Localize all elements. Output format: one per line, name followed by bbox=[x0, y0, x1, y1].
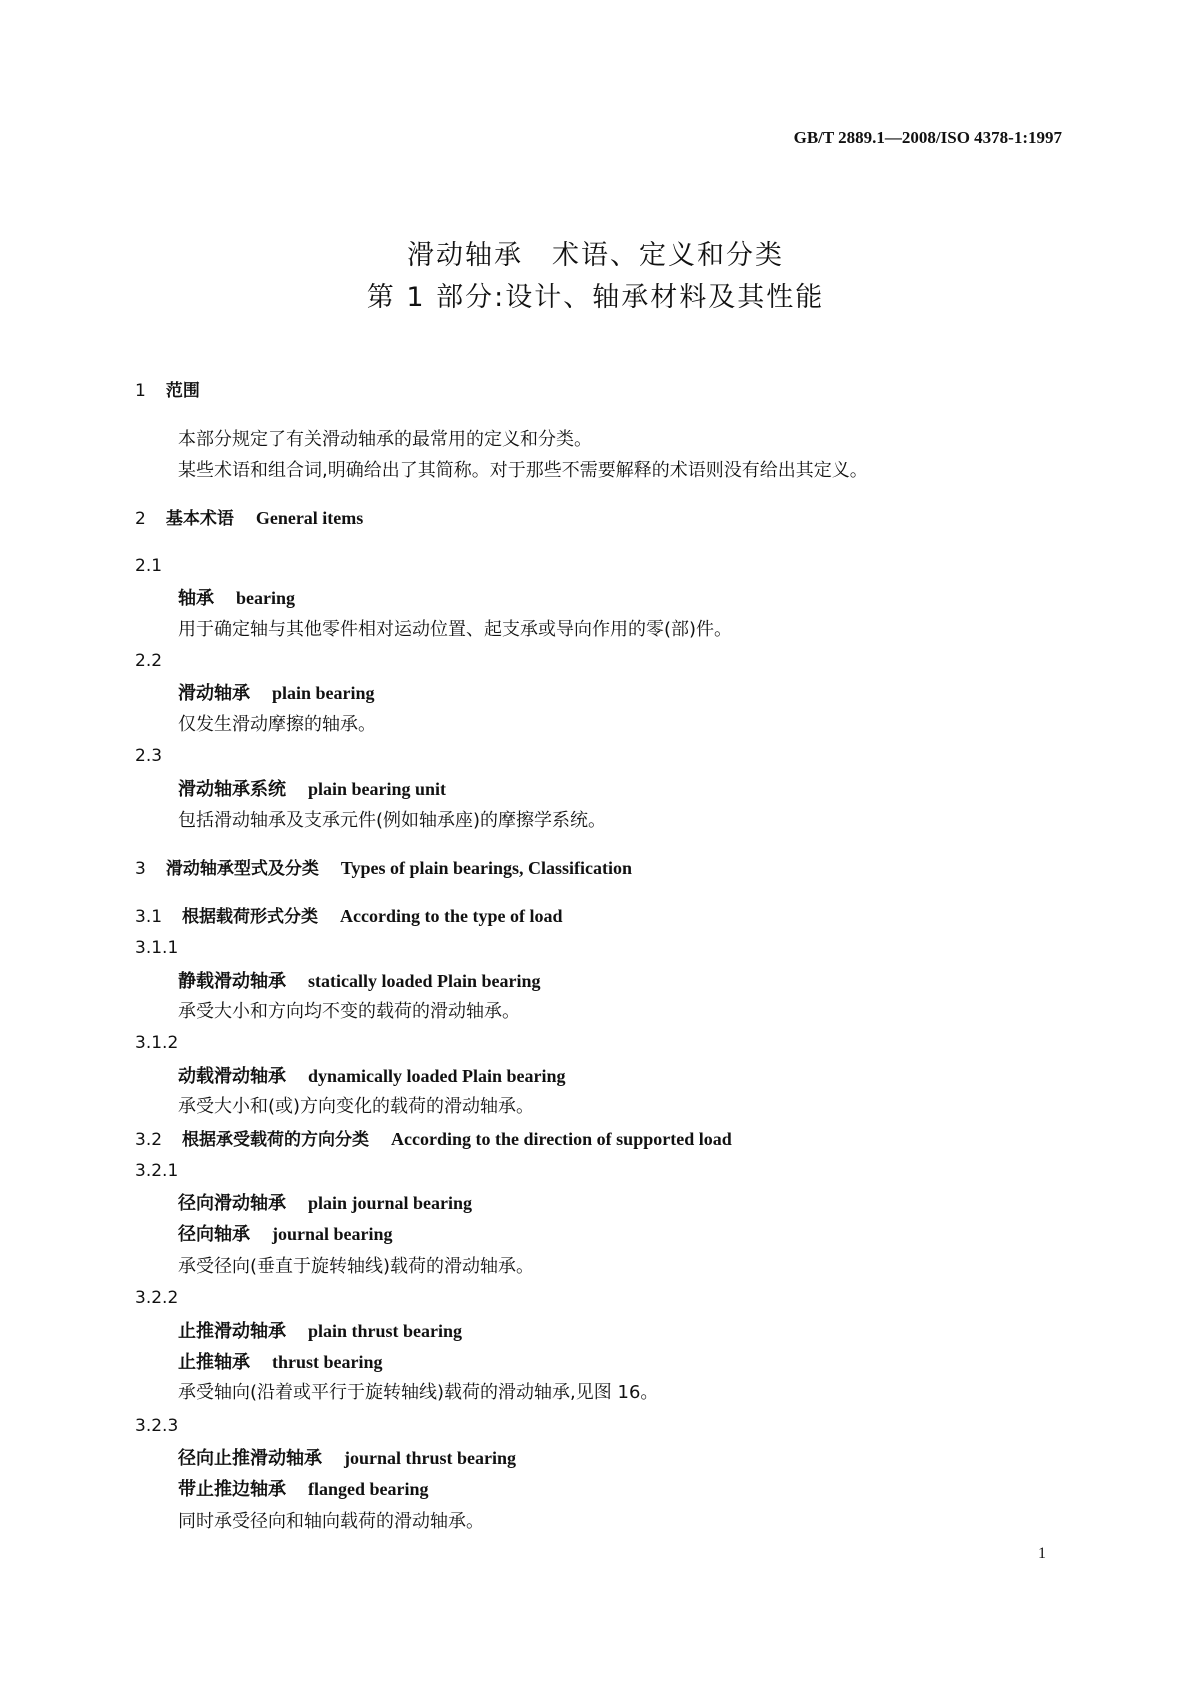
section-title-en: According to the type of load bbox=[340, 906, 563, 926]
section-title-en: General items bbox=[255, 508, 364, 528]
section-title-zh: 范围 bbox=[165, 381, 200, 401]
term-number-text: 2.2 bbox=[135, 651, 163, 671]
page-number: 1 bbox=[1038, 1545, 1046, 1562]
section-title-zh: 根据载荷形式分类 bbox=[182, 907, 319, 927]
term-zh: 径向止推滑动轴承 bbox=[178, 1448, 322, 1469]
term-number-text: 2.3 bbox=[135, 746, 163, 766]
term-en: plain bearing unit bbox=[308, 779, 447, 799]
paragraph-text: 承受径向(垂直于旋转轴线)载荷的滑动轴承。 bbox=[178, 1256, 535, 1277]
term bbox=[178, 1320, 462, 1343]
term-number bbox=[135, 937, 178, 959]
paragraph bbox=[178, 1001, 520, 1023]
term bbox=[178, 1065, 566, 1088]
term-en: plain bearing bbox=[272, 683, 375, 703]
term-number-text: 2.1 bbox=[135, 556, 163, 576]
term-zh: 静载滑动轴承 bbox=[178, 971, 286, 992]
paragraph bbox=[178, 1511, 484, 1533]
term-zh: 带止推边轴承 bbox=[178, 1479, 286, 1500]
section-title-en: Types of plain bearings, Classification bbox=[340, 858, 633, 878]
term-en: journal thrust bearing bbox=[344, 1448, 517, 1468]
term-en: plain thrust bearing bbox=[308, 1321, 463, 1341]
term-en: plain journal bearing bbox=[308, 1193, 473, 1213]
term bbox=[178, 970, 541, 993]
paragraph-text: 承受大小和方向均不变的载荷的滑动轴承。 bbox=[178, 1001, 520, 1022]
paragraph-text: 包括滑动轴承及支承元件(例如轴承座)的摩擦学系统。 bbox=[178, 810, 607, 831]
paragraph bbox=[178, 1256, 534, 1278]
title-line-2: 第 1 部分:设计、轴承材料及其性能 bbox=[366, 282, 825, 313]
term bbox=[178, 682, 375, 705]
section-title-zh: 滑动轴承型式及分类 bbox=[165, 859, 319, 879]
term bbox=[178, 1223, 393, 1246]
term-number bbox=[135, 1287, 178, 1309]
paragraph bbox=[178, 460, 868, 482]
section-title-en: According to the direction of supported load bbox=[391, 1129, 732, 1149]
standard-number: GB/T 2889.1—2008/ISO 4378-1:1997 bbox=[793, 128, 1062, 147]
section-title-zh: 根据承受载荷的方向分类 bbox=[182, 1130, 370, 1150]
term-zh: 动载滑动轴承 bbox=[178, 1066, 286, 1087]
term-en: thrust bearing bbox=[272, 1352, 383, 1372]
section-heading bbox=[135, 905, 563, 928]
paragraph-text: 某些术语和组合词,明确给出了其简称。对于那些不需要解释的术语则没有给出其定义。 bbox=[178, 460, 868, 481]
term-zh: 滑动轴承 bbox=[178, 683, 250, 704]
term-zh: 止推轴承 bbox=[178, 1352, 250, 1373]
section-heading bbox=[135, 1128, 732, 1151]
term bbox=[178, 1351, 383, 1374]
paragraph bbox=[178, 1382, 658, 1404]
term-number bbox=[135, 1160, 178, 1182]
paragraph-text: 承受轴向(沿着或平行于旋转轴线)载荷的滑动轴承,见图 16。 bbox=[178, 1382, 659, 1403]
title-line-1: 滑动轴承 术语、定义和分类 bbox=[407, 240, 784, 271]
section-number: 1 bbox=[135, 381, 146, 401]
term-number-text: 3.2.2 bbox=[135, 1288, 179, 1308]
term bbox=[178, 778, 446, 801]
term bbox=[178, 587, 295, 610]
term bbox=[178, 1447, 516, 1470]
term-number-text: 3.2.1 bbox=[135, 1161, 179, 1181]
term-zh: 径向轴承 bbox=[178, 1224, 250, 1245]
term-number bbox=[135, 1032, 178, 1054]
paragraph bbox=[178, 429, 592, 451]
section-number: 2 bbox=[135, 509, 146, 529]
section-heading bbox=[135, 857, 632, 880]
section-number: 3.2 bbox=[135, 1130, 163, 1150]
term bbox=[178, 1192, 472, 1215]
paragraph bbox=[178, 619, 732, 641]
term-en: statically loaded Plain bearing bbox=[308, 971, 541, 991]
term-zh: 轴承 bbox=[178, 588, 214, 609]
term-zh: 止推滑动轴承 bbox=[178, 1321, 286, 1342]
term-number bbox=[135, 650, 162, 672]
term-number-text: 3.1.1 bbox=[135, 938, 179, 958]
term bbox=[178, 1478, 429, 1501]
section-title-zh: 基本术语 bbox=[165, 509, 234, 529]
term-zh: 滑动轴承系统 bbox=[178, 779, 286, 800]
paragraph bbox=[178, 810, 606, 832]
section-heading bbox=[135, 380, 200, 402]
paragraph-text: 本部分规定了有关滑动轴承的最常用的定义和分类。 bbox=[178, 429, 592, 450]
section-heading bbox=[135, 507, 363, 530]
term-number bbox=[135, 1415, 178, 1437]
paragraph bbox=[178, 1096, 534, 1118]
term-number bbox=[135, 745, 162, 767]
paragraph-text: 承受大小和(或)方向变化的载荷的滑动轴承。 bbox=[178, 1096, 535, 1117]
term-en: dynamically loaded Plain bearing bbox=[308, 1066, 566, 1086]
term-number-text: 3.2.3 bbox=[135, 1416, 179, 1436]
term-zh: 径向滑动轴承 bbox=[178, 1193, 286, 1214]
paragraph-text: 同时承受径向和轴向载荷的滑动轴承。 bbox=[178, 1511, 484, 1532]
term-en: bearing bbox=[236, 588, 296, 608]
term-number bbox=[135, 555, 162, 577]
section-number: 3.1 bbox=[135, 907, 163, 927]
term-number-text: 3.1.2 bbox=[135, 1033, 179, 1053]
term-en: flanged bearing bbox=[308, 1479, 429, 1499]
section-number: 3 bbox=[135, 859, 146, 879]
paragraph bbox=[178, 714, 376, 736]
term-en: journal bearing bbox=[272, 1224, 393, 1244]
paragraph-text: 用于确定轴与其他零件相对运动位置、起支承或导向作用的零(部)件。 bbox=[178, 619, 733, 640]
paragraph-text: 仅发生滑动摩擦的轴承。 bbox=[178, 714, 376, 735]
